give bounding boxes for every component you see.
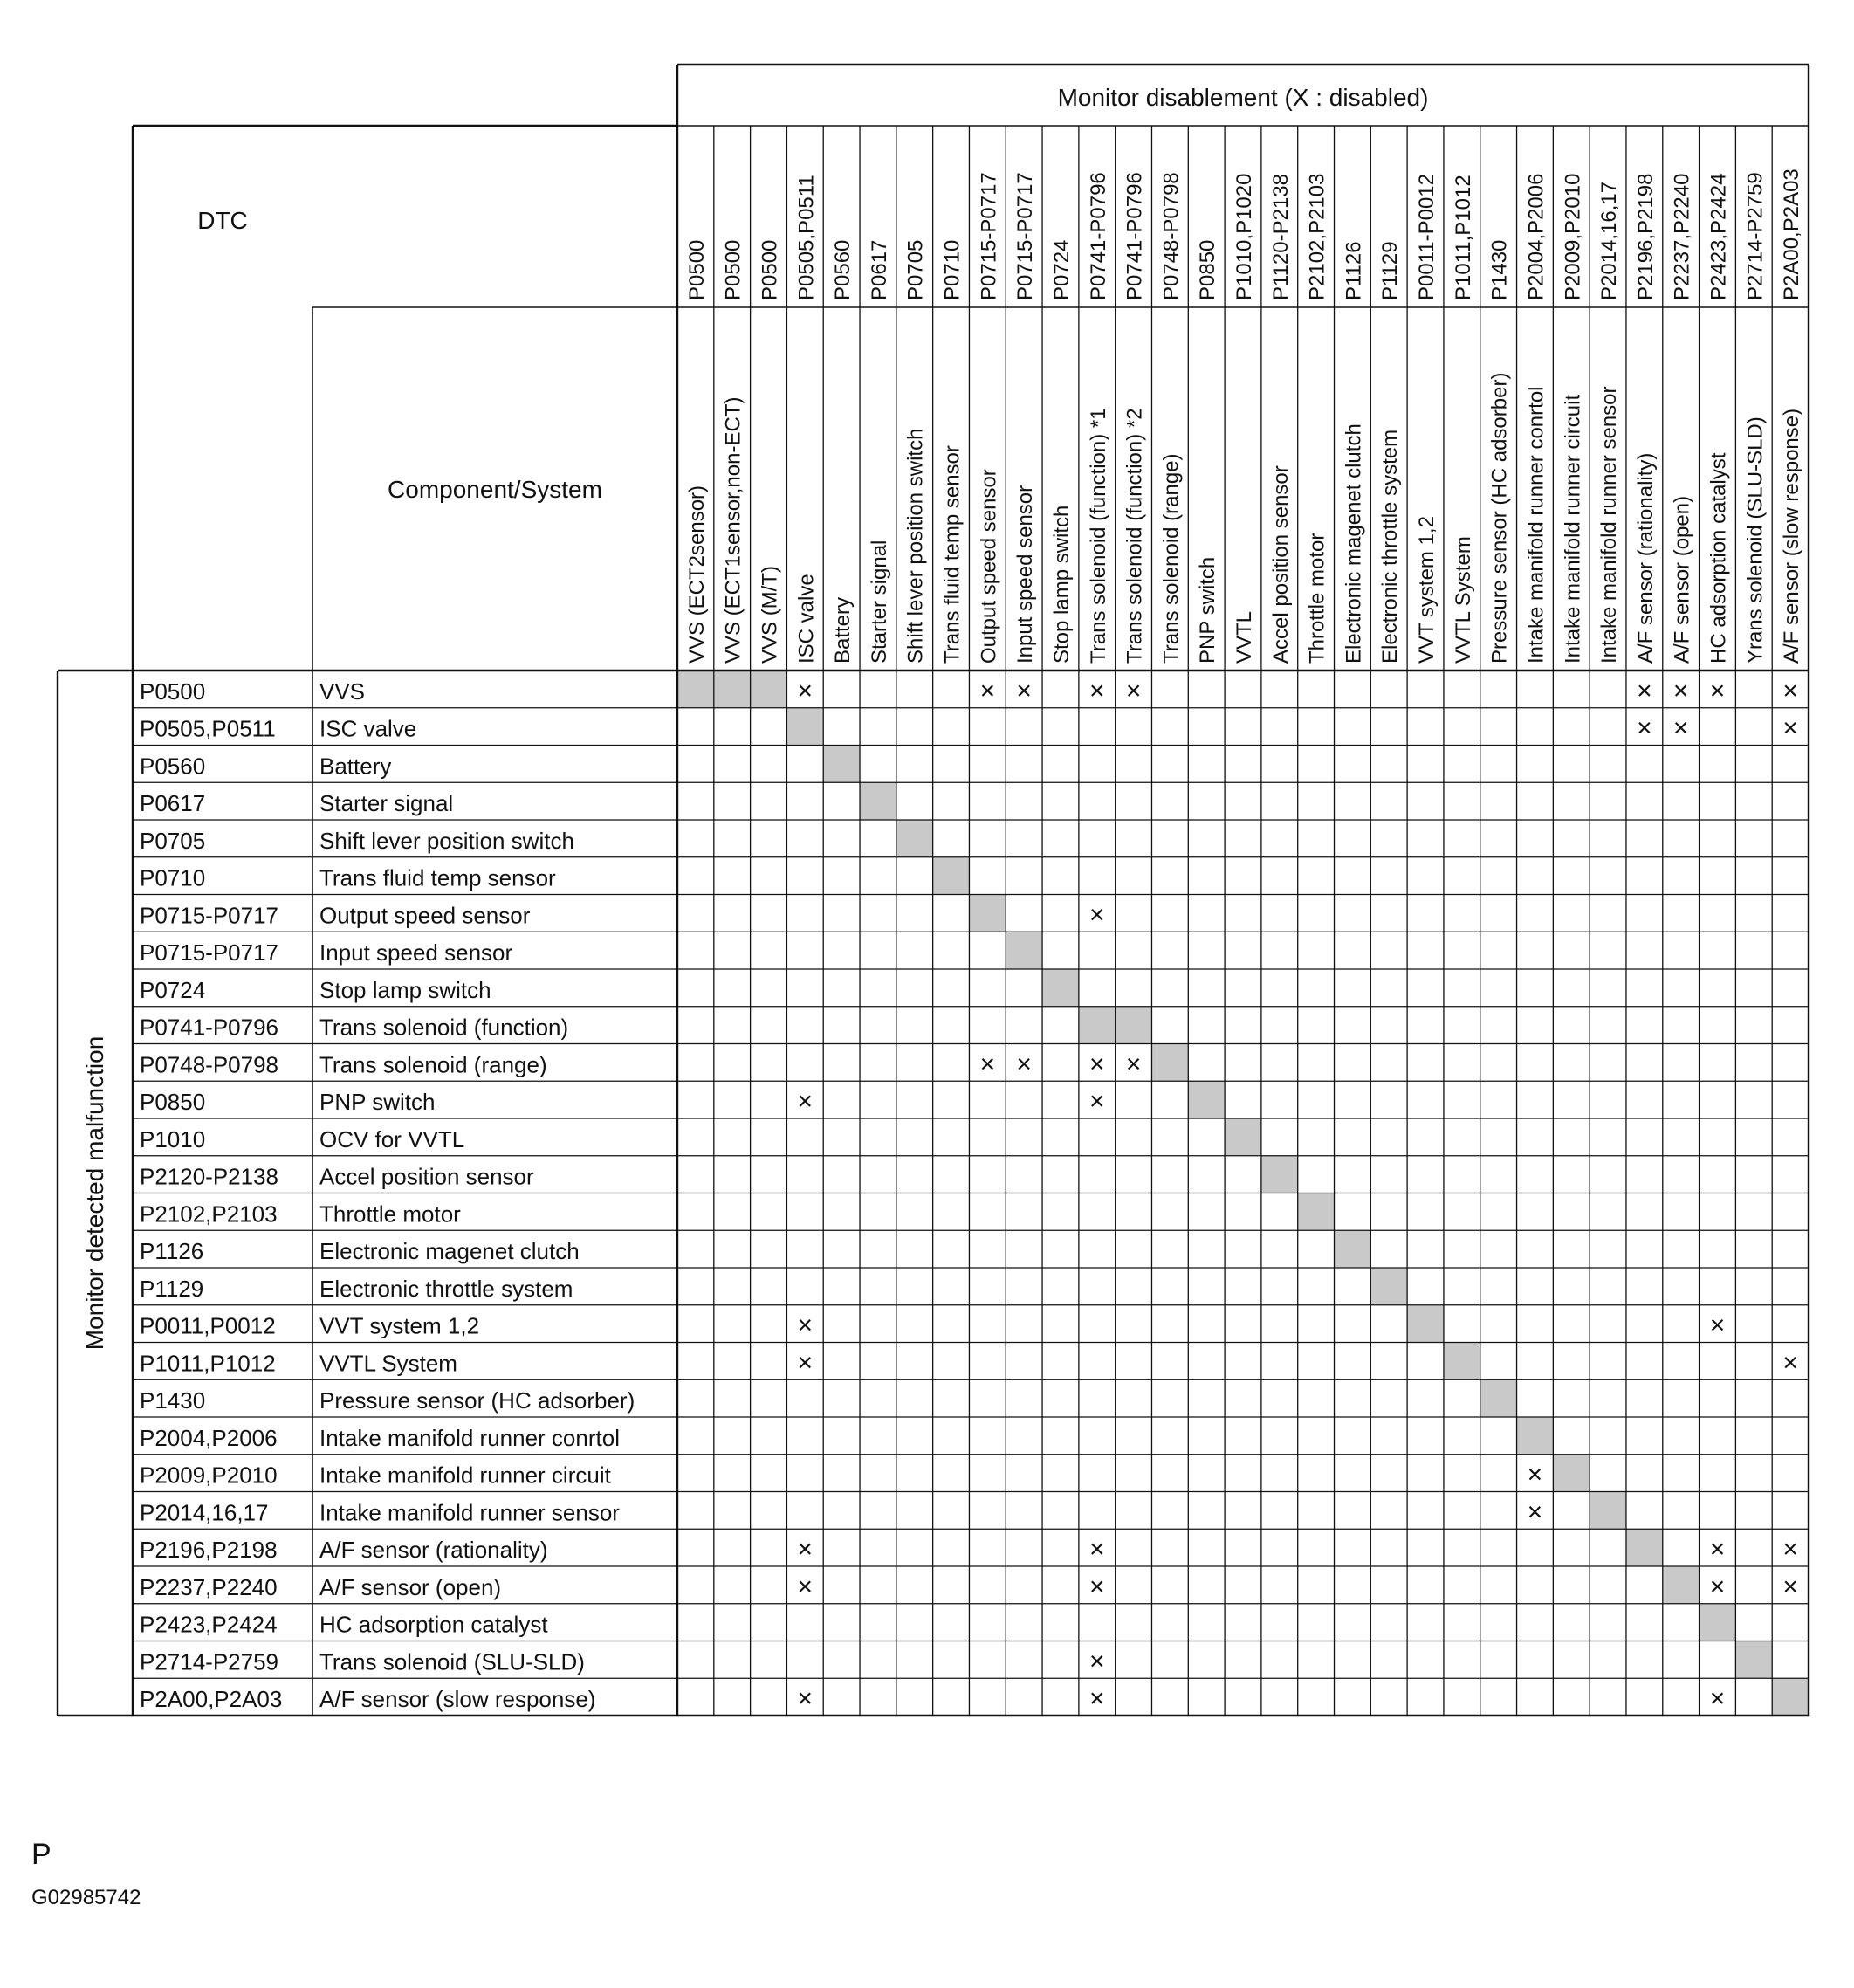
shaded-cell: [1370, 1268, 1407, 1305]
column-component-label: Starter signal: [867, 540, 891, 664]
column-dtc-label: P0011-P0012: [1415, 173, 1439, 300]
column-component-label: Yrans solenoid (SLU-SLD): [1743, 416, 1768, 664]
row-component: Output speed sensor: [319, 902, 531, 929]
column-dtc-label: P0500: [684, 239, 709, 300]
monitor-detected-malfunction-label: Monitor detected malfunction: [81, 1035, 108, 1351]
disabled-mark: ×: [1089, 1647, 1105, 1676]
disabled-mark: ×: [979, 676, 996, 705]
shaded-cell: [1042, 969, 1079, 1007]
row-dtc: P2714-P2759: [140, 1648, 279, 1675]
row-component: PNP switch: [319, 1089, 436, 1115]
row-dtc: P0715-P0717: [140, 939, 279, 966]
column-dtc-label: P0710: [940, 239, 965, 300]
disabled-mark: ×: [1089, 1087, 1105, 1116]
column-dtc-label: P2004,P2006: [1524, 173, 1548, 300]
column-component-label: Electronic magenet clutch: [1342, 423, 1366, 664]
shaded-cell: [714, 671, 751, 708]
shaded-cell: [677, 671, 714, 708]
disabled-mark: ×: [979, 1049, 996, 1079]
disabled-mark: ×: [1709, 1572, 1726, 1601]
disabled-mark: ×: [1125, 676, 1142, 705]
column-component-label: VVS (ECT1sensor,non-ECT): [721, 396, 745, 664]
shaded-cell: [1298, 1193, 1335, 1231]
disabled-mark: ×: [797, 1087, 814, 1116]
column-dtc-label: P0741-P0796: [1086, 172, 1110, 300]
row-dtc: P1129: [140, 1275, 204, 1302]
column-dtc-label: P2009,P2010: [1561, 173, 1585, 300]
column-component-label: Battery: [831, 596, 855, 664]
row-component: Starter signal: [319, 790, 454, 816]
shaded-cell: [1188, 1081, 1225, 1118]
column-component-label: A/F sensor (slow response): [1780, 408, 1804, 664]
disabled-mark: ×: [797, 1684, 814, 1713]
disabled-mark: ×: [1089, 1572, 1105, 1601]
row-component: Trans solenoid (range): [319, 1051, 547, 1078]
row-dtc: P0617: [140, 790, 206, 816]
disabled-mark: ×: [1782, 1572, 1798, 1601]
disabled-mark: ×: [1089, 676, 1105, 705]
disabled-mark: ×: [1782, 713, 1798, 743]
column-dtc-label: P1129: [1378, 241, 1403, 300]
row-dtc: P1126: [140, 1238, 204, 1264]
column-dtc-label: P2196,P2198: [1633, 173, 1658, 300]
row-component: ISC valve: [319, 715, 417, 742]
disabled-mark: ×: [1782, 1535, 1798, 1564]
column-component-label: PNP switch: [1196, 556, 1220, 664]
column-dtc-label: P2A00,P2A03: [1780, 169, 1804, 300]
disabled-mark: ×: [1709, 1310, 1726, 1340]
column-dtc-label: P0500: [758, 239, 782, 300]
row-component: Trans solenoid (function): [319, 1014, 569, 1041]
column-component-label: Trans fluid temp sensor: [940, 445, 965, 664]
column-component-label: VVTL System: [1451, 536, 1475, 664]
shaded-cell: [1517, 1417, 1554, 1455]
column-component-label: Shift lever position switch: [903, 428, 928, 664]
column-component-label: Pressure sensor (HC adsorber): [1487, 372, 1512, 664]
column-dtc-label: P1430: [1487, 239, 1512, 300]
column-dtc-label: P0724: [1049, 239, 1074, 300]
monitor-disablement-header: Monitor disablement (X : disabled): [1057, 84, 1429, 111]
row-dtc: P0705: [140, 827, 206, 854]
row-component: Throttle motor: [319, 1200, 461, 1228]
shaded-cell: [1626, 1529, 1663, 1566]
row-dtc: P2423,P2424: [140, 1611, 278, 1638]
row-dtc: P0011,P0012: [140, 1312, 276, 1339]
column-component-label: VVT system 1,2: [1415, 516, 1439, 664]
disabled-mark: ×: [1089, 900, 1105, 930]
shaded-cell: [1700, 1604, 1736, 1641]
row-dtc: P0724: [140, 976, 206, 1003]
disabled-mark: ×: [797, 1535, 814, 1564]
row-component: A/F sensor (slow response): [319, 1686, 596, 1712]
row-component: VVT system 1,2: [319, 1312, 480, 1339]
column-component-label: VVS (M/T): [758, 566, 782, 664]
shaded-cell: [1006, 932, 1042, 969]
row-component: Trans solenoid (SLU-SLD): [319, 1648, 585, 1675]
disabled-mark: ×: [1709, 1684, 1726, 1713]
column-component-label: HC adsorption catalyst: [1706, 452, 1731, 664]
shaded-cell: [1116, 1007, 1152, 1044]
disabled-mark: ×: [1089, 1049, 1105, 1079]
column-dtc-label: P1126: [1342, 241, 1366, 300]
column-dtc-label: P0850: [1196, 239, 1220, 300]
row-component: VVTL System: [319, 1350, 457, 1377]
row-dtc: P1011,P1012: [140, 1350, 276, 1377]
disabled-mark: ×: [797, 1348, 814, 1378]
disabled-mark: ×: [1637, 713, 1652, 743]
shaded-cell: [1444, 1343, 1480, 1380]
row-dtc: P0748-P0798: [140, 1051, 279, 1078]
shaded-cell: [1480, 1379, 1517, 1417]
column-dtc-label: P2102,P2103: [1305, 173, 1329, 300]
disabled-mark: ×: [1637, 676, 1652, 705]
disabled-mark: ×: [1527, 1460, 1543, 1489]
disabled-mark: ×: [1782, 676, 1798, 705]
column-dtc-label: P2714-P2759: [1743, 172, 1768, 300]
shaded-cell: [1772, 1678, 1809, 1716]
disabled-mark: ×: [1709, 1535, 1726, 1564]
disabled-mark: ×: [1016, 676, 1032, 705]
disabled-mark: ×: [797, 1310, 814, 1340]
column-dtc-label: P1120-P2138: [1268, 173, 1293, 300]
footer-letter: P: [31, 1838, 52, 1871]
shaded-cell: [1225, 1118, 1261, 1156]
disabled-mark: ×: [1089, 1535, 1105, 1564]
row-dtc: P2196,P2198: [140, 1537, 278, 1563]
row-component: Accel position sensor: [319, 1163, 534, 1190]
column-dtc-label: P0715-P0717: [977, 172, 1001, 300]
row-dtc: P2009,P2010: [140, 1462, 278, 1489]
row-component: A/F sensor (open): [319, 1573, 502, 1600]
row-component: Intake manifold runner conrtol: [319, 1424, 620, 1451]
column-component-label: A/F sensor (open): [1670, 495, 1694, 664]
figure-code: G02985742: [31, 1886, 141, 1909]
disabled-mark: ×: [1125, 1049, 1142, 1079]
row-component: OCV for VVTL: [319, 1125, 465, 1152]
row-component: VVS: [319, 678, 366, 705]
column-dtc-label: P0617: [867, 239, 891, 300]
shaded-cell: [1553, 1455, 1590, 1492]
row-dtc: P0500: [140, 678, 206, 705]
shaded-cell: [751, 671, 787, 708]
row-component: Intake manifold runner sensor: [319, 1499, 620, 1526]
row-dtc: P1010: [140, 1125, 206, 1152]
shaded-cell: [896, 820, 933, 857]
column-dtc-label: P2237,P2240: [1670, 173, 1694, 300]
row-dtc: P2102,P2103: [140, 1200, 278, 1228]
table-text: [81, 84, 1803, 1713]
shaded-cell: [933, 857, 970, 895]
column-component-label: Trans solenoid (range): [1159, 453, 1184, 664]
shaded-cell: [1079, 1007, 1116, 1044]
column-dtc-label: P1010,P1020: [1233, 173, 1256, 300]
row-component: Electronic magenet clutch: [319, 1238, 580, 1264]
row-component: Intake manifold runner circuit: [319, 1462, 611, 1489]
row-component: Stop lamp switch: [319, 976, 491, 1003]
column-dtc-label: P1011,P1012: [1451, 175, 1475, 300]
disabled-mark: ×: [1527, 1497, 1543, 1527]
disabled-mark: ×: [1672, 713, 1689, 743]
column-dtc-label: P0505,P0511: [794, 175, 819, 300]
row-component: Battery: [319, 753, 392, 780]
shaded-cell: [1151, 1044, 1188, 1082]
column-dtc-label: P0715-P0717: [1013, 172, 1038, 300]
row-dtc: P2A00,P2A03: [140, 1686, 283, 1712]
column-dtc-label: P0748-P0798: [1159, 172, 1184, 300]
row-component: Pressure sensor (HC adsorber): [319, 1387, 635, 1414]
column-component-label: Accel position sensor: [1268, 465, 1293, 664]
dtc-header-label: DTC: [197, 207, 248, 234]
column-dtc-label: P0560: [831, 239, 855, 300]
column-component-label: Trans solenoid (function) *2: [1123, 408, 1147, 664]
row-component: Trans fluid temp sensor: [319, 864, 556, 891]
row-component: HC adsorption catalyst: [319, 1611, 548, 1638]
row-component: A/F sensor (rationality): [319, 1537, 548, 1563]
column-component-label: Intake manifold runner sensor: [1597, 386, 1622, 664]
column-component-label: Electronic throttle system: [1378, 429, 1403, 664]
row-dtc: P0505,P0511: [140, 715, 276, 742]
column-component-label: VVS (ECT2sensor): [684, 485, 709, 664]
row-dtc: P2237,P2240: [140, 1573, 278, 1600]
row-dtc: P2014,16,17: [140, 1499, 269, 1526]
row-dtc: P0710: [140, 864, 206, 891]
column-dtc-label: P0500: [721, 239, 745, 300]
shaded-cell: [1663, 1566, 1700, 1604]
column-component-label: VVTL: [1233, 610, 1256, 664]
shaded-cell: [1590, 1492, 1626, 1530]
shaded-cell: [860, 782, 896, 820]
column-component-label: Stop lamp switch: [1049, 505, 1074, 664]
column-component-label: Trans solenoid (function) *1: [1086, 408, 1110, 664]
column-component-label: Output speed sensor: [977, 469, 1001, 664]
shaded-cell: [786, 708, 823, 746]
disabled-mark: ×: [1709, 676, 1726, 705]
row-component: Electronic throttle system: [319, 1275, 573, 1302]
disabled-mark: ×: [797, 1572, 814, 1601]
column-component-label: ISC valve: [794, 574, 819, 664]
row-dtc: P0715-P0717: [140, 902, 279, 929]
column-component-label: Input speed sensor: [1013, 485, 1038, 664]
disabled-mark: ×: [1089, 1684, 1105, 1713]
row-component: Input speed sensor: [319, 939, 513, 966]
shaded-cell: [969, 895, 1006, 932]
row-dtc: P0741-P0796: [140, 1014, 279, 1041]
row-dtc: P0560: [140, 753, 206, 780]
shaded-cell: [1735, 1641, 1772, 1679]
shaded-cell: [1335, 1230, 1371, 1268]
disabled-mark: ×: [1016, 1049, 1032, 1079]
column-component-label: A/F sensor (rationality): [1633, 452, 1658, 664]
disabled-mark: ×: [1672, 676, 1689, 705]
shaded-cell: [1407, 1305, 1444, 1343]
column-dtc-label: P0705: [903, 239, 928, 300]
row-dtc: P2120-P2138: [140, 1163, 279, 1190]
disabled-mark: ×: [797, 676, 814, 705]
column-component-label: Throttle motor: [1305, 533, 1329, 664]
column-dtc-label: P2014,16,17: [1597, 181, 1622, 300]
disabled-mark: ×: [1782, 1348, 1798, 1378]
row-dtc: P2004,P2006: [140, 1424, 278, 1451]
column-component-label: Intake manifold runner circuit: [1561, 394, 1585, 664]
row-dtc: P0850: [140, 1089, 206, 1115]
row-dtc: P1430: [140, 1387, 206, 1414]
component-system-header-label: Component/System: [388, 476, 602, 503]
column-dtc-label: P0741-P0796: [1123, 172, 1147, 300]
shaded-cell: [1261, 1156, 1298, 1193]
row-component: Shift lever position switch: [319, 827, 574, 854]
shaded-cell: [823, 746, 860, 783]
column-dtc-label: P2423,P2424: [1706, 173, 1731, 300]
column-component-label: Intake manifold runner conrtol: [1524, 386, 1548, 664]
